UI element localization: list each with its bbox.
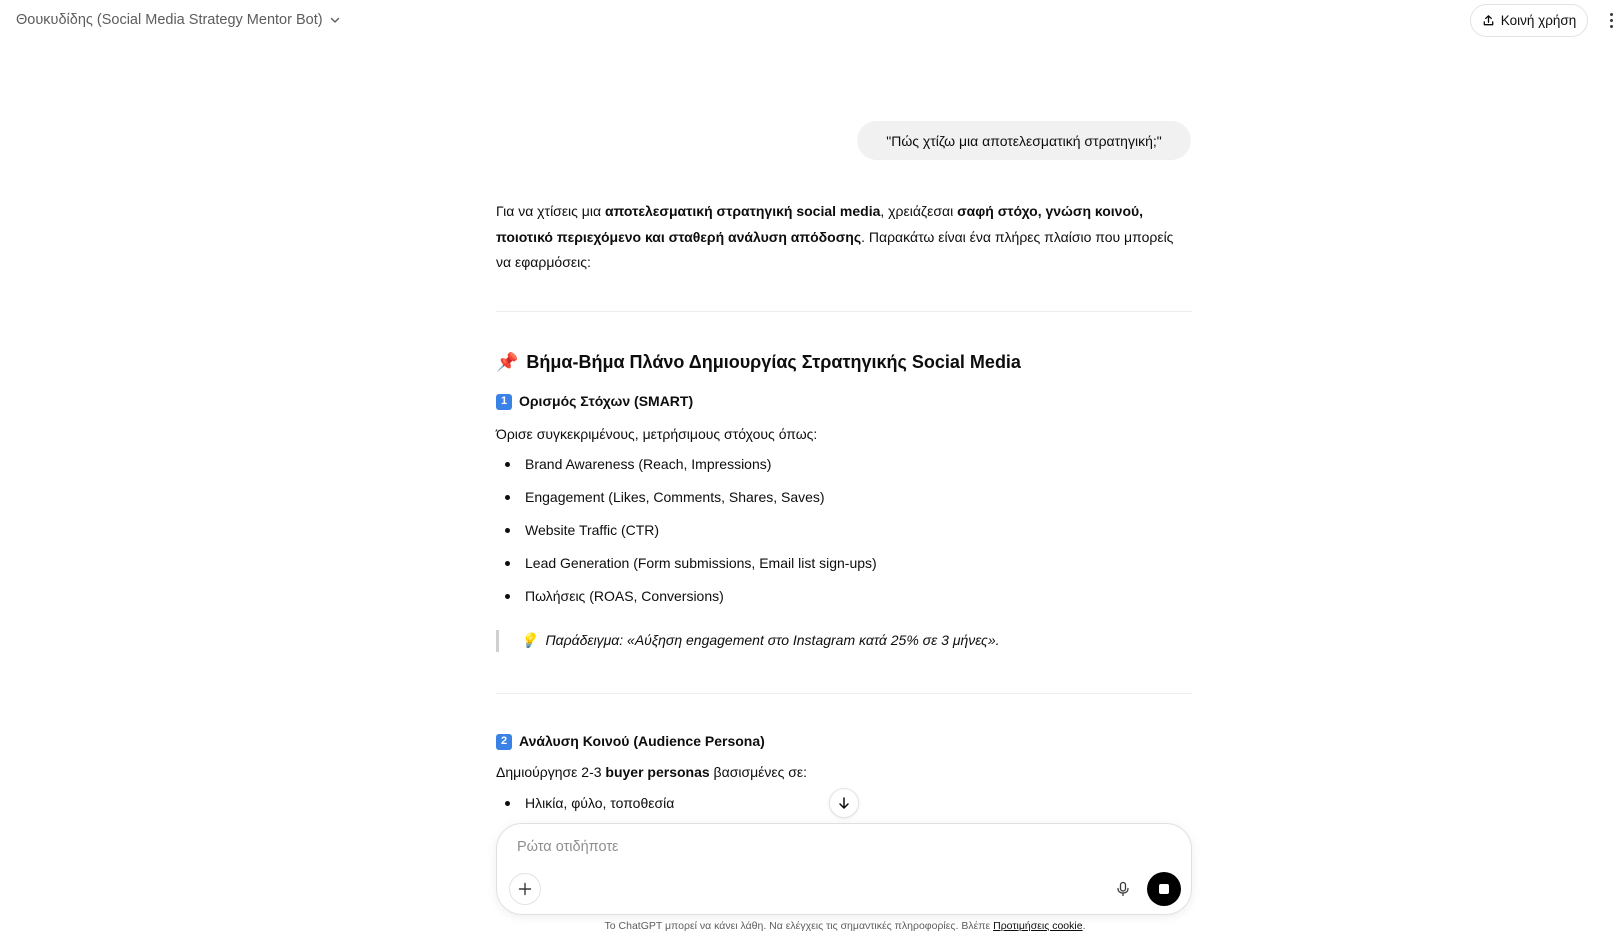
list-item: Website Traffic (CTR) xyxy=(496,519,877,552)
section-heading-text: Βήμα-Βήμα Πλάνο Δημιουργίας Στρατηγικής Social Media xyxy=(526,352,1021,373)
prompt-input[interactable] xyxy=(515,834,1175,860)
step-2-title: Ανάλυση Κοινού (Audience Persona) xyxy=(519,733,765,750)
dictate-button[interactable] xyxy=(1107,873,1139,905)
keycap-two-icon: 2 xyxy=(496,734,512,750)
step-1-lead: Όρισε συγκεκριμένους, μετρήσιμους στόχους όπως: xyxy=(496,426,818,442)
divider xyxy=(496,693,1192,694)
list-item: Engagement (Likes, Comments, Shares, Saves) xyxy=(496,486,877,519)
pushpin-icon: 📌 xyxy=(496,352,519,373)
lightbulb-icon: 💡 xyxy=(520,632,538,649)
step-2-lead-text: Δημιούργησε 2-3 xyxy=(496,764,606,780)
intro-text: , χρειάζεσαι xyxy=(880,203,958,219)
chevron-down-icon xyxy=(329,14,341,26)
disclaimer-end: . xyxy=(1082,920,1086,932)
step-2-lead xyxy=(496,760,807,782)
list-item: Πωλήσεις (ROAS, Conversions) xyxy=(496,585,877,618)
arrow-down-icon xyxy=(837,796,851,810)
intro-bold-text: αποτελεσματική στρατηγική social media xyxy=(604,203,881,219)
plus-icon xyxy=(518,882,532,896)
message-composer xyxy=(496,823,1192,915)
list-item: Brand Awareness (Reach, Impressions) xyxy=(496,453,877,486)
step-2-list xyxy=(496,792,674,825)
scroll-down-button[interactable] xyxy=(829,788,859,818)
intro-paragraph xyxy=(496,199,1192,276)
intro-bold-text: σαφή στόχο, γνώση κοινού, xyxy=(957,203,1144,219)
share-button[interactable] xyxy=(1470,4,1588,37)
intro-text: . Παρακάτω είναι ένα πλήρες πλαίσιο που μπορείς να εφαρμόσεις: xyxy=(496,228,1174,270)
step-1-title: Ορισμός Στόχων (SMART) xyxy=(519,393,694,410)
user-message-text: "Πώς χτίζω μια αποτελεσματική στρατηγική;" xyxy=(886,132,1162,149)
list-item: Lead Generation (Form submissions, Email list sign-ups) xyxy=(496,552,877,585)
add-attachment-button[interactable] xyxy=(509,873,541,905)
disclaimer xyxy=(0,920,1624,932)
keycap-one-icon: 1 xyxy=(496,394,512,410)
stop-generating-button[interactable] xyxy=(1147,872,1181,906)
intro-text: Για να χτίσεις μια xyxy=(496,203,605,219)
example-quote xyxy=(496,630,1000,652)
model-name: Θουκυδίδης (Social Media Strategy Mentor Bot) xyxy=(16,12,323,28)
model-selector[interactable] xyxy=(16,10,341,30)
step-1-list xyxy=(496,453,877,618)
step-1-heading xyxy=(496,391,693,413)
list-item: Ηλικία, φύλο, τοποθεσία xyxy=(496,792,674,825)
step-2-heading xyxy=(496,731,765,753)
stop-icon xyxy=(1159,884,1169,894)
user-message-bubble xyxy=(857,121,1191,160)
microphone-icon xyxy=(1115,881,1131,897)
step-2-lead-text: βασισμένες σε: xyxy=(709,764,808,780)
divider xyxy=(496,311,1192,312)
step-2-lead-bold: buyer personas xyxy=(605,764,710,780)
share-label: Κοινή χρήση xyxy=(1500,13,1577,28)
top-bar xyxy=(0,0,1624,40)
disclaimer-text: Το ChatGPT μπορεί να κάνει λάθη. Να ελέγχεις τις σημαντικές πληροφορίες. Βλέπε xyxy=(604,920,994,932)
section-heading xyxy=(496,350,1021,376)
upload-icon xyxy=(1482,14,1495,27)
kebab-menu-icon[interactable] xyxy=(1603,9,1619,31)
intro-bold-text: ποιοτικό περιεχόμενο και σταθερή ανάλυση απόδοσης xyxy=(496,228,862,245)
cookie-preferences-link[interactable]: Προτιμήσεις cookie xyxy=(993,920,1083,932)
example-quote-text: Παράδειγμα: «Αύξηση engagement στο Instagram κατά 25% σε 3 μήνες». xyxy=(545,632,1000,649)
